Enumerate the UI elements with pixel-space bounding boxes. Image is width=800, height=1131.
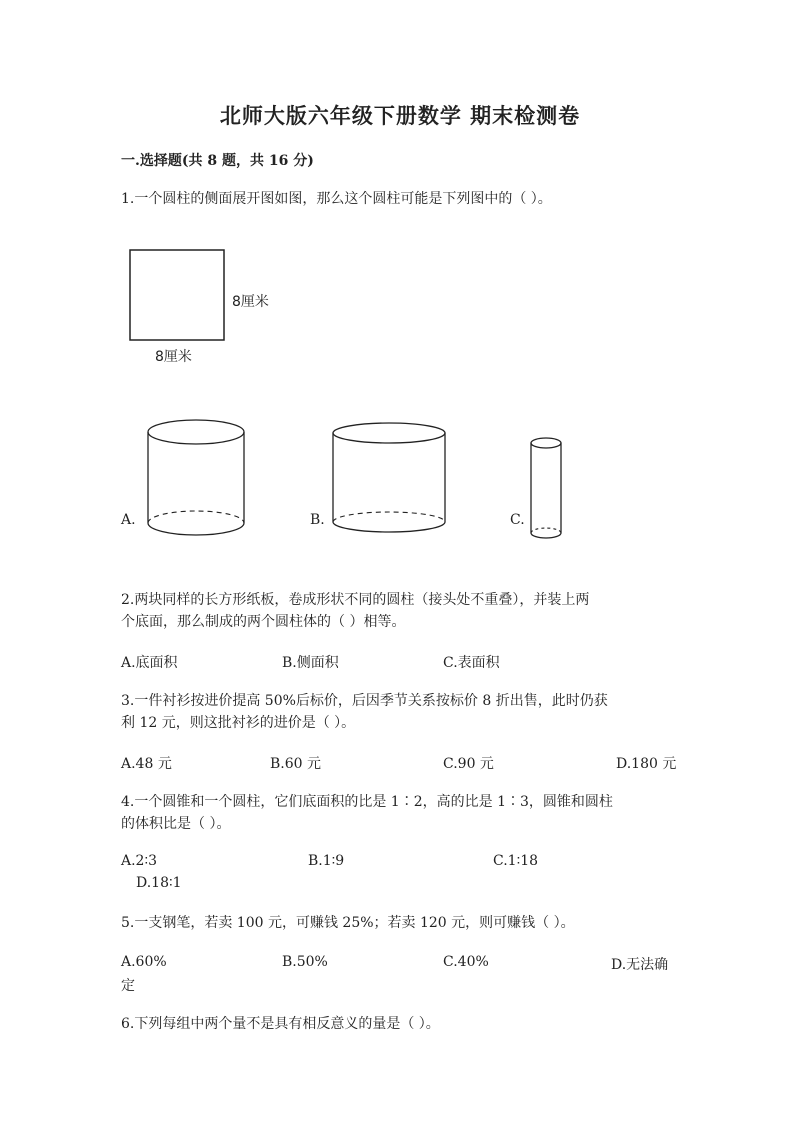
- option-4b: B.1∶9: [308, 853, 345, 869]
- lateral-surface-figure: [120, 240, 320, 370]
- option-5a: A.60%: [121, 954, 167, 970]
- question-2-line-2: 个底面，那么制成的两个圆柱体的（ ）相等。: [121, 614, 406, 630]
- page-title: 北师大版六年级下册数学 期末检测卷: [219, 103, 581, 128]
- question-3-line-1: 3.一件衬衫按进价提高 50%后标价，后因季节关系按标价 8 折出售，此时仍获: [121, 693, 608, 709]
- option-3c: C.90 元: [443, 756, 494, 772]
- question-6-text: 6.下列每组中两个量不是具有相反意义的量是（ ）。: [121, 1016, 440, 1032]
- height-label: 8厘米: [232, 294, 269, 310]
- option-1a: A.: [121, 512, 136, 528]
- question-4-line-2: 的体积比是（ ）。: [121, 816, 231, 832]
- option-3d: D.180 元: [616, 756, 677, 772]
- width-label: 8厘米: [155, 349, 192, 365]
- section-heading: 一.选择题(共 8 题，共 16 分): [121, 153, 314, 169]
- question-5-text: 5.一支钢笔，若卖 100 元，可赚钱 25%；若卖 120 元，则可赚钱（ ）。: [121, 915, 575, 931]
- option-2a: A.底面积: [121, 655, 178, 671]
- question-2-line-1: 2.两块同样的长方形纸板，卷成形状不同的圆柱（接头处不重叠），并装上两: [121, 592, 590, 608]
- option-4a: A.2∶3: [121, 853, 158, 869]
- option-5b: B.50%: [282, 954, 328, 970]
- option-4c: C.1∶18: [493, 853, 539, 869]
- option-5d: D.无法确: [611, 957, 669, 973]
- square-shape: [130, 250, 224, 340]
- option-5c: C.40%: [443, 954, 489, 970]
- option-3b: B.60 元: [270, 756, 322, 772]
- cylinder-b: [325, 418, 455, 548]
- option-4d: D.18∶1: [136, 875, 182, 891]
- option-1b: B.: [310, 512, 325, 528]
- cylinder-a: [140, 415, 255, 550]
- cylinder-c: [524, 432, 569, 547]
- question-4-line-1: 4.一个圆锥和一个圆柱，它们底面积的比是 1∶2，高的比是 1∶3，圆锥和圆柱: [121, 794, 613, 810]
- option-2c: C.表面积: [443, 655, 500, 671]
- question-3-line-2: 利 12 元，则这批衬衫的进价是（ ）。: [121, 715, 356, 731]
- question-1-text: 1.一个圆柱的侧面展开图如图，那么这个圆柱可能是下列图中的（ ）。: [121, 191, 552, 207]
- option-1c: C.: [510, 512, 525, 528]
- option-3a: A.48 元: [121, 756, 172, 772]
- option-5d-continuation: 定: [121, 978, 135, 994]
- option-2b: B.侧面积: [282, 655, 339, 671]
